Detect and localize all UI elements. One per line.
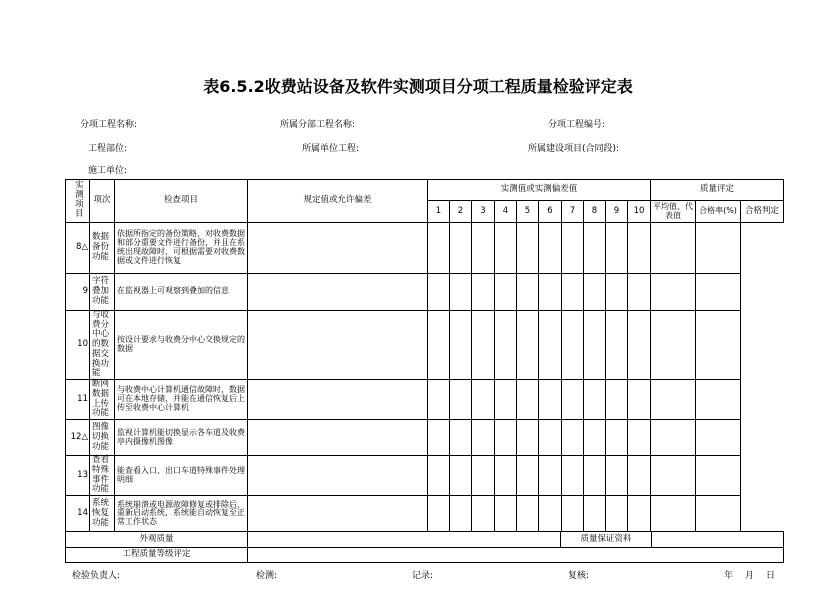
measure-cell[interactable] bbox=[606, 420, 628, 456]
row-item: 字符叠加功能 bbox=[90, 273, 115, 310]
measure-cell[interactable] bbox=[495, 380, 517, 420]
measure-cell[interactable] bbox=[539, 496, 562, 532]
measure-cell[interactable] bbox=[472, 273, 495, 310]
quality-cell[interactable] bbox=[651, 456, 696, 496]
measure-cell[interactable] bbox=[428, 222, 450, 273]
quality-cell[interactable] bbox=[651, 420, 696, 456]
page-title: 表6.5.2收费站设备及软件实测项目分项工程质量检验评定表 bbox=[203, 77, 633, 96]
measure-cell[interactable] bbox=[428, 310, 450, 379]
header-avg: 平均值、代表值 bbox=[651, 201, 696, 222]
grade-value[interactable] bbox=[248, 548, 784, 563]
table-row bbox=[66, 420, 784, 456]
measure-cell[interactable] bbox=[606, 310, 628, 379]
measure-cell[interactable] bbox=[428, 456, 450, 496]
row-spec: 与收费中心计算机通信故障时，数据可在本地存储，并能在通信恢复后上传至收费中心计算机 bbox=[115, 380, 248, 420]
measure-cell[interactable] bbox=[562, 273, 584, 310]
measure-cell[interactable] bbox=[472, 420, 495, 456]
measure-cell[interactable] bbox=[517, 222, 539, 273]
measure-cell[interactable] bbox=[248, 456, 428, 496]
measure-cell[interactable] bbox=[472, 310, 495, 379]
measure-col-header: 3 bbox=[472, 201, 495, 222]
measure-cell[interactable] bbox=[606, 222, 628, 273]
row-item: 数据备份功能 bbox=[90, 222, 115, 273]
measure-cell[interactable] bbox=[562, 496, 584, 532]
row-item: 查看特殊事件功能 bbox=[90, 456, 115, 496]
row-spec: 能查看入口、出口车道特殊事件处理明细 bbox=[115, 456, 248, 496]
measure-cell[interactable] bbox=[584, 222, 606, 273]
measure-cell[interactable] bbox=[428, 420, 450, 456]
row-item: 断网数据上传功能 bbox=[90, 380, 115, 420]
measure-cell[interactable] bbox=[450, 456, 472, 496]
quality-cell[interactable] bbox=[651, 222, 696, 273]
measure-cell[interactable] bbox=[584, 380, 606, 420]
recorder-label: 记录: bbox=[412, 571, 434, 581]
row-item: 与收费分中心的数据交换功能 bbox=[90, 310, 115, 379]
measure-cell[interactable] bbox=[472, 496, 495, 532]
measure-col-header: 4 bbox=[495, 201, 517, 222]
row-no: 13 bbox=[66, 456, 90, 496]
measure-cell[interactable] bbox=[248, 273, 428, 310]
measure-cell[interactable] bbox=[450, 273, 472, 310]
row-no: 10 bbox=[66, 310, 90, 379]
measure-cell[interactable] bbox=[562, 456, 584, 496]
row-no: 8△ bbox=[66, 222, 90, 273]
table-row bbox=[66, 380, 784, 420]
header-judgement: 合格判定 bbox=[741, 201, 784, 222]
header-measured: 实测值或实测偏差值 bbox=[428, 180, 651, 201]
measure-cell[interactable] bbox=[584, 420, 606, 456]
row-spec: 按设计要求与收费分中心交换规定的数据 bbox=[115, 310, 248, 379]
header-spec: 规定值或允许偏差 bbox=[248, 180, 428, 223]
measure-cell[interactable] bbox=[517, 310, 539, 379]
contractor-label: 施工单位: bbox=[88, 166, 128, 176]
measure-cell[interactable] bbox=[495, 310, 517, 379]
signature-footer bbox=[0, 568, 836, 582]
measure-cell[interactable] bbox=[539, 420, 562, 456]
table-row bbox=[66, 273, 784, 310]
side-label-cell bbox=[66, 180, 90, 223]
measure-cell[interactable] bbox=[517, 456, 539, 496]
measure-cell[interactable] bbox=[495, 496, 517, 532]
day-label: 日 bbox=[766, 571, 776, 581]
quality-cell[interactable] bbox=[628, 380, 651, 420]
measure-cell[interactable] bbox=[606, 496, 628, 532]
appearance-label: 外观质量 bbox=[66, 532, 248, 548]
qa-docs-label: 质量保证资料 bbox=[561, 532, 652, 547]
measure-cell[interactable] bbox=[606, 273, 628, 310]
inspection-table bbox=[65, 179, 784, 563]
sub-project-no-label: 分项工程编号: bbox=[548, 120, 606, 130]
measure-cell[interactable] bbox=[539, 380, 562, 420]
quality-cell[interactable] bbox=[628, 420, 651, 456]
measure-cell[interactable] bbox=[248, 310, 428, 379]
measure-cell[interactable] bbox=[428, 273, 450, 310]
measure-cell[interactable] bbox=[472, 222, 495, 273]
measure-cell[interactable] bbox=[495, 456, 517, 496]
quality-cell[interactable] bbox=[696, 496, 741, 532]
month-label: 月 bbox=[745, 571, 755, 581]
measure-cell[interactable] bbox=[495, 273, 517, 310]
measure-cell[interactable] bbox=[450, 380, 472, 420]
measure-cell[interactable] bbox=[539, 222, 562, 273]
table-row bbox=[66, 222, 784, 273]
measure-cell[interactable] bbox=[495, 420, 517, 456]
quality-cell[interactable] bbox=[651, 496, 696, 532]
quality-cell[interactable] bbox=[696, 420, 741, 456]
quality-cell[interactable] bbox=[628, 222, 651, 273]
side-label: 实测项目 bbox=[73, 180, 84, 218]
row-spec: 依据所指定的备份策略，对收费数据和部分重要文件进行备份，并且在系统出现故障时，可根据需要对收费数据或文件进行恢复 bbox=[115, 222, 248, 273]
measure-cell[interactable] bbox=[450, 222, 472, 273]
row-spec: 系统崩溃或电源故障修复或排除后，重新启动系统，系统能自动恢复至正常工作状态 bbox=[115, 496, 248, 532]
measure-col-header: 1 bbox=[428, 201, 450, 222]
measure-cell[interactable] bbox=[248, 496, 428, 532]
grade-label: 工程质量等级评定 bbox=[66, 548, 248, 563]
location-label: 工程部位: bbox=[88, 144, 128, 154]
quality-cell[interactable] bbox=[628, 496, 651, 532]
measure-cell[interactable] bbox=[584, 496, 606, 532]
header-no: 项次 bbox=[90, 180, 115, 223]
quality-cell[interactable] bbox=[651, 380, 696, 420]
row-item: 系统恢复功能 bbox=[90, 496, 115, 532]
quality-cell[interactable] bbox=[696, 456, 741, 496]
measure-cell[interactable] bbox=[517, 273, 539, 310]
measure-cell[interactable] bbox=[450, 310, 472, 379]
measure-col-header: 9 bbox=[606, 201, 628, 222]
measure-col-header: 8 bbox=[584, 201, 606, 222]
quality-cell[interactable] bbox=[651, 310, 696, 379]
header-pass-rate: 合格率(%) bbox=[696, 201, 741, 222]
measure-col-header: 5 bbox=[517, 201, 539, 222]
row-no: 12△ bbox=[66, 420, 90, 456]
row-spec: 监视计算机能切换显示各车道及收费亭内摄像机图像 bbox=[115, 420, 248, 456]
measure-cell[interactable] bbox=[517, 420, 539, 456]
quality-cell[interactable] bbox=[696, 380, 741, 420]
measure-cell[interactable] bbox=[539, 310, 562, 379]
measure-cell[interactable] bbox=[472, 380, 495, 420]
measure-cell[interactable] bbox=[450, 420, 472, 456]
measure-col-header: 10 bbox=[628, 201, 651, 222]
reviewer-label: 复核: bbox=[568, 571, 590, 581]
header-quality: 质量评定 bbox=[651, 180, 784, 201]
quality-cell[interactable] bbox=[696, 310, 741, 379]
row-no: 14 bbox=[66, 496, 90, 532]
measure-cell[interactable] bbox=[248, 222, 428, 273]
measure-cell[interactable] bbox=[428, 380, 450, 420]
measure-cell[interactable] bbox=[517, 496, 539, 532]
measure-cell[interactable] bbox=[248, 420, 428, 456]
appearance-value[interactable] bbox=[248, 532, 784, 548]
tester-label: 检测: bbox=[256, 571, 278, 581]
measure-cell[interactable] bbox=[517, 380, 539, 420]
construction-project-label: 所属建设项目(合同段): bbox=[528, 144, 620, 154]
row-no: 11 bbox=[66, 380, 90, 420]
measure-cell[interactable] bbox=[584, 273, 606, 310]
parent-project-name-label: 所属分部工程名称: bbox=[280, 120, 356, 130]
quality-cell[interactable] bbox=[696, 273, 741, 310]
measure-cell[interactable] bbox=[428, 496, 450, 532]
quality-cell[interactable] bbox=[628, 456, 651, 496]
quality-cell[interactable] bbox=[628, 310, 651, 379]
measure-col-header: 7 bbox=[562, 201, 584, 222]
table-row bbox=[66, 310, 784, 379]
measure-cell[interactable] bbox=[606, 380, 628, 420]
year-label: 年 bbox=[724, 571, 734, 581]
measure-cell[interactable] bbox=[472, 456, 495, 496]
measure-cell[interactable] bbox=[562, 420, 584, 456]
measure-cell[interactable] bbox=[584, 310, 606, 379]
measure-cell[interactable] bbox=[562, 380, 584, 420]
measure-col-header: 2 bbox=[450, 201, 472, 222]
header-item: 检查项目 bbox=[115, 180, 248, 223]
measure-cell[interactable] bbox=[450, 496, 472, 532]
inspector-label: 检验负责人: bbox=[72, 571, 121, 581]
row-spec: 在监视器上可观察到叠加的信息 bbox=[115, 273, 248, 310]
unit-project-label: 所属单位工程: bbox=[302, 144, 360, 154]
measure-cell[interactable] bbox=[539, 456, 562, 496]
row-item: 图像切换功能 bbox=[90, 420, 115, 456]
measure-col-header: 6 bbox=[539, 201, 562, 222]
measure-cell[interactable] bbox=[606, 456, 628, 496]
measure-cell[interactable] bbox=[539, 273, 562, 310]
table-row bbox=[66, 496, 784, 532]
row-no: 9 bbox=[66, 273, 90, 310]
measure-cell[interactable] bbox=[495, 222, 517, 273]
measure-cell[interactable] bbox=[562, 222, 584, 273]
measure-cell[interactable] bbox=[584, 456, 606, 496]
measure-cell[interactable] bbox=[562, 310, 584, 379]
sub-project-name-label: 分项工程名称: bbox=[80, 120, 138, 130]
measure-cell[interactable] bbox=[248, 380, 428, 420]
quality-cell[interactable] bbox=[651, 273, 696, 310]
table-row bbox=[66, 456, 784, 496]
quality-cell[interactable] bbox=[628, 273, 651, 310]
quality-cell[interactable] bbox=[696, 222, 741, 273]
